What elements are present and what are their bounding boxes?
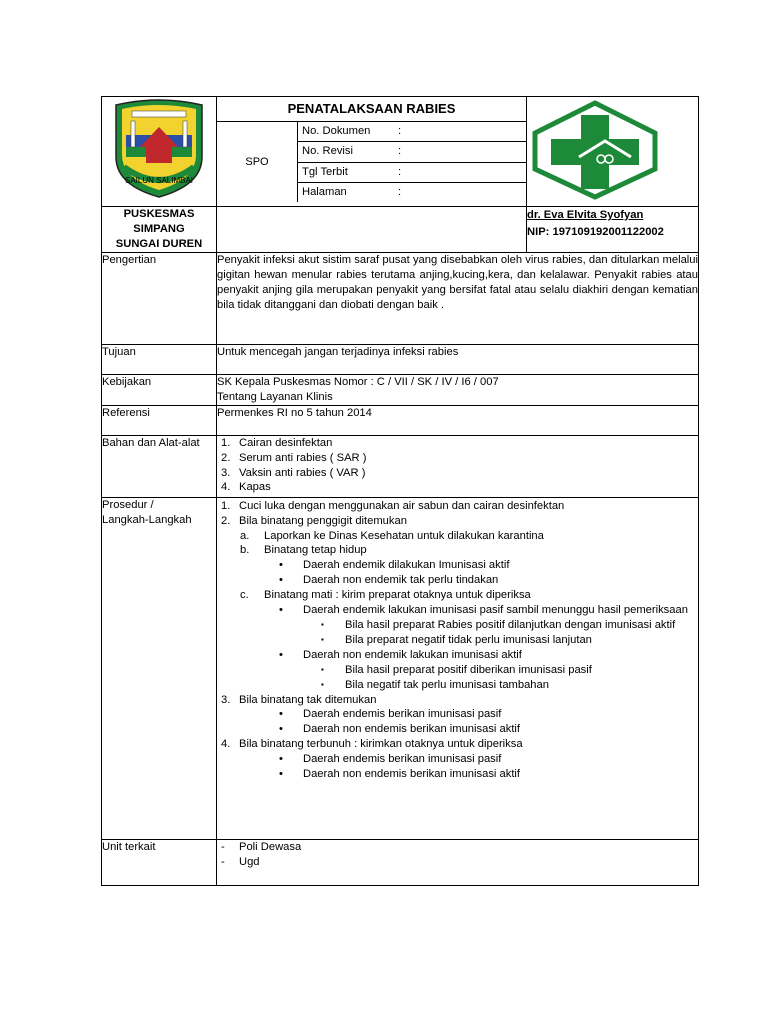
org-blank [217,206,527,252]
document-meta [298,122,526,202]
org-name: PUSKESMAS SIMPANG SUNGAI DUREN [102,206,217,252]
content-kebijakan: SK Kepala Puskesmas Nomor : C / VII / SK / IV / I6 / 007 Tentang Layanan Klinis [217,374,699,405]
step-2c-1: • Daerah endemik lakukan imunisasi pasif sambil menunggu hasil pemeriksaan [279,604,688,617]
step-2b-2: • Daerah non endemik tak perlu tindakan [279,574,499,587]
content-bahan [217,435,699,497]
meta-row: No. Revisi : [298,142,526,162]
list-item: - Ugd [221,855,260,868]
step-2c-2: • Daerah non endemik lakukan imunisasi aktif [279,648,522,661]
document-title: PENATALAKSAAN RABIES [217,97,526,122]
step-2c: c. Binatang mati : kirim preparat otaknya untuk diperiksa [240,589,531,602]
spo-label: SPO [217,122,298,202]
label-kebijakan: Kebijakan [102,374,217,405]
signer-name: dr. Eva Elvita Syofyan [527,208,644,221]
step-2c-2b: ▪ Bila negatif tak perlu imunisasi tambahan [321,678,549,691]
list-item: 1. Cairan desinfektan [221,436,333,449]
left-logo-cell [102,97,217,207]
step-2c-2a: ▪ Bila hasil preparat positif diberikan imunisasi pasif [321,663,592,676]
content-prosedur [217,497,699,839]
list-item: 2. Serum anti rabies ( SAR ) [221,451,367,464]
content-pengertian: Penyakit infeksi akut sistim saraf pusat yang disebabkan oleh virus rabies, dan ditularkan melalui gigitan hewan menular rabies terutama anjing,kucing,kera, dan kelalawar. Penyakit rabies atau penyakit anjing gila merupakan penyakit yang bersifat fatal atau selalu diakhiri dengan kematian bila tidak ditanggani dan diobati dengan baik . [217,252,699,344]
content-tujuan: Untuk mencegah jangan terjadinya infeksi rabies [217,344,699,374]
list-item: 3. Vaksin anti rabies ( VAR ) [221,466,366,479]
spo-document [101,96,698,886]
puskesmas-logo-icon [527,97,663,201]
step-3-2: • Daerah non endemis berikan imunisasi aktif [279,723,521,736]
meta-row: Halaman : [302,185,402,198]
label-unit: Unit terkait [102,839,217,885]
step-3: 3. Bila binatang tak ditemukan [221,693,377,706]
spo-table [101,96,699,886]
list-item: - Poli Dewasa [221,840,302,853]
step-2a: a. Laporkan ke Dinas Kesehatan untuk dilakukan karantina [240,529,544,542]
content-referensi: Permenkes RI no 5 tahun 2014 [217,405,699,435]
step-4-2: • Daerah non endemis berikan imunisasi aktif [279,768,521,781]
label-pengertian: Pengertian [102,252,217,344]
step-3-1: • Daerah endemis berikan imunisasi pasif [279,708,502,721]
list-item: 4. Kapas [221,481,271,494]
right-logo-cell [527,97,699,207]
signer-block [527,206,699,252]
step-2: 2. Bila binatang penggigit ditemukan [221,514,407,527]
label-bahan: Bahan dan Alat-alat [102,435,217,497]
signer-nip: NIP: 197109192001122002 [527,225,664,238]
meta-row: No. Dokumen : [298,122,526,142]
content-unit [217,839,699,885]
step-4: 4. Bila binatang terbunuh : kirimkan otaknya untuk diperiksa [221,738,523,751]
header-center [217,97,527,207]
label-referensi: Referensi [102,405,217,435]
label-tujuan: Tujuan [102,344,217,374]
emblem-motto: SAILUN SALIMBAI [124,176,194,185]
step-4-1: • Daerah endemis berikan imunisasi pasif [279,753,502,766]
regency-emblem-icon [102,97,217,201]
step-2b: b. Binatang tetap hidup [240,544,367,557]
step-1: 1. Cuci luka dengan menggunakan air sabun dan cairan desinfektan [221,499,565,512]
step-2c-1a: ▪ Bila hasil preparat Rabies positif dilanjutkan dengan imunisasi aktif [321,618,676,631]
step-2c-1b: ▪ Bila preparat negatif tidak perlu imunisasi lanjutan [321,633,592,646]
meta-row: Tgl Terbit : [298,163,526,183]
step-2b-1: • Daerah endemik dilakukan Imunisasi aktif [279,559,510,572]
label-prosedur: Prosedur / Langkah-Langkah [102,497,217,839]
